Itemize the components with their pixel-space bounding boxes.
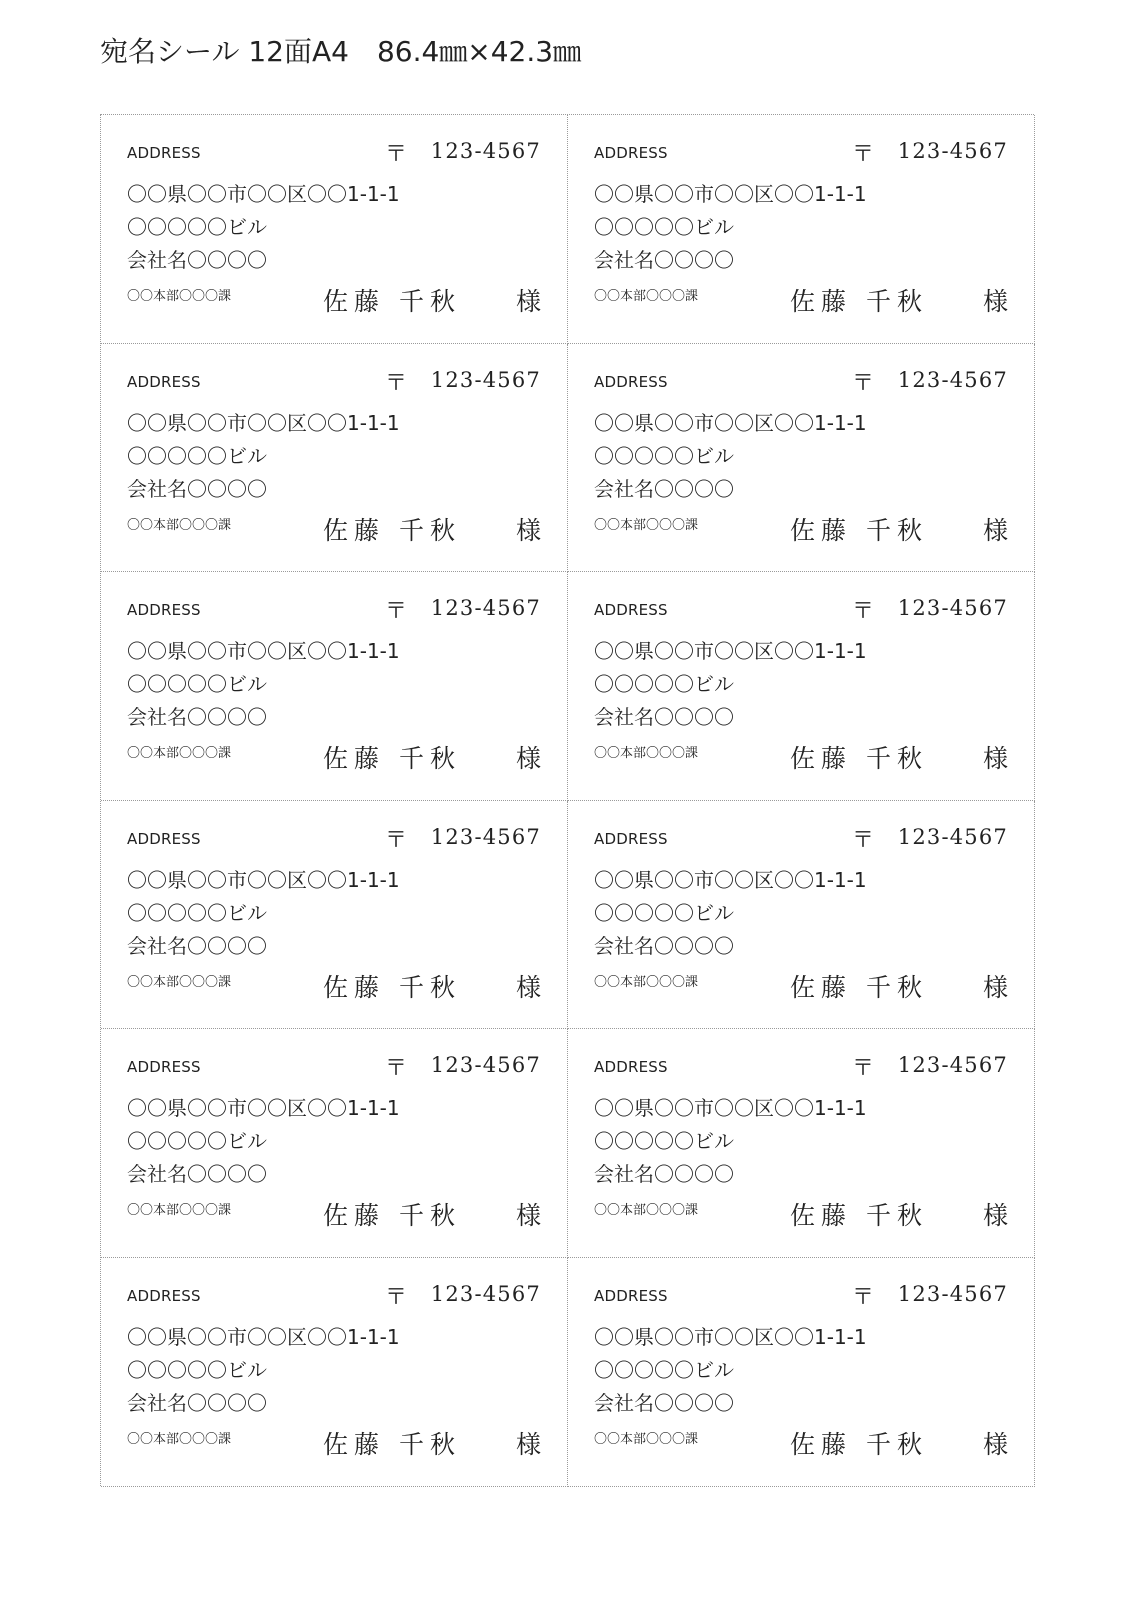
address-label-4 — [568, 344, 1035, 573]
postal-mark-icon: 〒 — [385, 1056, 408, 1082]
address-caption: ADDRESS — [127, 1058, 201, 1077]
department: 〇〇本部〇〇〇課 — [594, 1431, 699, 1447]
honorific: 様 — [515, 1201, 541, 1231]
recipient-name: 佐藤 千秋 — [323, 1201, 461, 1231]
recipient-name: 佐藤 千秋 — [323, 1429, 461, 1459]
address-label-2 — [568, 115, 1035, 344]
recipient-name: 佐藤 千秋 — [790, 1201, 928, 1231]
postal-mark-icon: 〒 — [852, 142, 875, 167]
address-label-5 — [101, 572, 568, 801]
honorific: 様 — [515, 972, 541, 1002]
address-line-1: 〇〇県〇〇市〇〇区〇〇1-1-1 — [127, 410, 400, 435]
postal-mark-icon: 〒 — [852, 1056, 875, 1082]
company-name: 会社名〇〇〇〇 — [594, 1162, 734, 1187]
honorific: 様 — [515, 287, 541, 316]
postal-mark-icon: 〒 — [385, 370, 408, 396]
honorific: 様 — [515, 744, 541, 774]
address-line-1: 〇〇県〇〇市〇〇区〇〇1-1-1 — [127, 867, 400, 892]
honorific: 様 — [982, 1201, 1008, 1231]
postal-code: 123-4567 — [897, 139, 1008, 163]
company-name: 会社名〇〇〇〇 — [127, 476, 267, 501]
recipient-name: 佐藤 千秋 — [323, 972, 461, 1002]
address-line-2: 〇〇〇〇〇ビル — [127, 215, 267, 239]
department: 〇〇本部〇〇〇課 — [594, 974, 699, 990]
recipient-name: 佐藤 千秋 — [323, 287, 461, 316]
department: 〇〇本部〇〇〇課 — [594, 289, 699, 304]
address-label-6 — [568, 572, 1035, 801]
page-title: 宛名シール 12面A4 86.4㎜×42.3㎜ — [100, 35, 582, 68]
department: 〇〇本部〇〇〇課 — [127, 1431, 232, 1447]
address-label-8 — [568, 801, 1035, 1030]
address-label-11 — [101, 1258, 568, 1487]
department: 〇〇本部〇〇〇課 — [127, 517, 232, 533]
address-line-2: 〇〇〇〇〇ビル — [594, 900, 734, 925]
address-line-1: 〇〇県〇〇市〇〇区〇〇1-1-1 — [594, 410, 867, 435]
address-label-10 — [568, 1029, 1035, 1258]
address-line-1: 〇〇県〇〇市〇〇区〇〇1-1-1 — [594, 1324, 867, 1349]
address-label-9 — [101, 1029, 568, 1258]
department: 〇〇本部〇〇〇課 — [594, 746, 699, 762]
label-sheet — [100, 114, 1034, 1486]
address-caption: ADDRESS — [127, 144, 201, 162]
postal-mark-icon: 〒 — [852, 599, 875, 625]
address-caption: ADDRESS — [594, 144, 668, 162]
postal-code: 123-4567 — [897, 367, 1008, 392]
address-caption: ADDRESS — [127, 601, 201, 620]
postal-mark-icon: 〒 — [852, 827, 875, 853]
department: 〇〇本部〇〇〇課 — [594, 1203, 699, 1219]
postal-mark-icon: 〒 — [385, 1284, 408, 1310]
company-name: 会社名〇〇〇〇 — [594, 1390, 734, 1415]
address-line-2: 〇〇〇〇〇ビル — [127, 672, 267, 697]
department: 〇〇本部〇〇〇課 — [594, 517, 699, 533]
postal-code: 123-4567 — [430, 367, 541, 392]
company-name: 会社名〇〇〇〇 — [594, 248, 734, 272]
postal-mark-icon: 〒 — [852, 370, 875, 396]
address-line-1: 〇〇県〇〇市〇〇区〇〇1-1-1 — [127, 1096, 400, 1121]
postal-code: 123-4567 — [430, 139, 541, 163]
address-caption: ADDRESS — [594, 1058, 668, 1077]
recipient-name: 佐藤 千秋 — [790, 287, 928, 316]
recipient-name: 佐藤 千秋 — [323, 744, 461, 774]
recipient-name: 佐藤 千秋 — [790, 515, 928, 545]
recipient-name: 佐藤 千秋 — [323, 515, 461, 545]
address-label-3 — [101, 344, 568, 573]
postal-mark-icon: 〒 — [385, 142, 408, 167]
department: 〇〇本部〇〇〇課 — [127, 746, 232, 762]
department: 〇〇本部〇〇〇課 — [127, 1203, 232, 1219]
address-line-2: 〇〇〇〇〇ビル — [127, 1129, 267, 1154]
company-name: 会社名〇〇〇〇 — [127, 248, 267, 272]
address-line-2: 〇〇〇〇〇ビル — [594, 672, 734, 697]
department: 〇〇本部〇〇〇課 — [127, 289, 232, 304]
honorific: 様 — [982, 1429, 1008, 1459]
honorific: 様 — [515, 1429, 541, 1459]
address-line-2: 〇〇〇〇〇ビル — [127, 1357, 267, 1382]
honorific: 様 — [982, 515, 1008, 545]
postal-code: 123-4567 — [897, 1281, 1008, 1306]
address-line-1: 〇〇県〇〇市〇〇区〇〇1-1-1 — [127, 639, 400, 664]
postal-code: 123-4567 — [430, 824, 541, 849]
address-line-1: 〇〇県〇〇市〇〇区〇〇1-1-1 — [594, 182, 867, 206]
address-line-1: 〇〇県〇〇市〇〇区〇〇1-1-1 — [594, 867, 867, 892]
address-line-1: 〇〇県〇〇市〇〇区〇〇1-1-1 — [127, 182, 400, 206]
company-name: 会社名〇〇〇〇 — [127, 1390, 267, 1415]
address-label-7 — [101, 801, 568, 1030]
recipient-name: 佐藤 千秋 — [790, 1429, 928, 1459]
postal-mark-icon: 〒 — [385, 599, 408, 625]
address-line-2: 〇〇〇〇〇ビル — [594, 1129, 734, 1154]
address-caption: ADDRESS — [594, 372, 668, 391]
company-name: 会社名〇〇〇〇 — [127, 705, 267, 730]
address-caption: ADDRESS — [127, 1286, 201, 1305]
postal-code: 123-4567 — [430, 1281, 541, 1306]
company-name: 会社名〇〇〇〇 — [127, 1162, 267, 1187]
company-name: 会社名〇〇〇〇 — [594, 705, 734, 730]
postal-code: 123-4567 — [430, 1053, 541, 1078]
postal-code: 123-4567 — [897, 596, 1008, 621]
address-caption: ADDRESS — [594, 601, 668, 620]
company-name: 会社名〇〇〇〇 — [127, 933, 267, 958]
address-caption: ADDRESS — [127, 829, 201, 848]
honorific: 様 — [982, 287, 1008, 316]
address-label-12 — [568, 1258, 1035, 1487]
address-line-1: 〇〇県〇〇市〇〇区〇〇1-1-1 — [127, 1324, 400, 1349]
postal-mark-icon: 〒 — [385, 827, 408, 853]
address-line-2: 〇〇〇〇〇ビル — [594, 1357, 734, 1382]
address-line-2: 〇〇〇〇〇ビル — [594, 443, 734, 468]
address-line-2: 〇〇〇〇〇ビル — [127, 900, 267, 925]
recipient-name: 佐藤 千秋 — [790, 744, 928, 774]
address-line-2: 〇〇〇〇〇ビル — [594, 215, 734, 239]
address-line-1: 〇〇県〇〇市〇〇区〇〇1-1-1 — [594, 639, 867, 664]
company-name: 会社名〇〇〇〇 — [594, 933, 734, 958]
address-caption: ADDRESS — [594, 1286, 668, 1305]
address-line-2: 〇〇〇〇〇ビル — [127, 443, 267, 468]
honorific: 様 — [982, 744, 1008, 774]
recipient-name: 佐藤 千秋 — [790, 972, 928, 1002]
honorific: 様 — [982, 972, 1008, 1002]
honorific: 様 — [515, 515, 541, 545]
company-name: 会社名〇〇〇〇 — [594, 476, 734, 501]
address-caption: ADDRESS — [594, 829, 668, 848]
postal-code: 123-4567 — [897, 1053, 1008, 1078]
address-caption: ADDRESS — [127, 372, 201, 391]
address-line-1: 〇〇県〇〇市〇〇区〇〇1-1-1 — [594, 1096, 867, 1121]
postal-code: 123-4567 — [897, 824, 1008, 849]
postal-mark-icon: 〒 — [852, 1284, 875, 1310]
postal-code: 123-4567 — [430, 596, 541, 621]
department: 〇〇本部〇〇〇課 — [127, 974, 232, 990]
address-label-1 — [101, 115, 568, 344]
